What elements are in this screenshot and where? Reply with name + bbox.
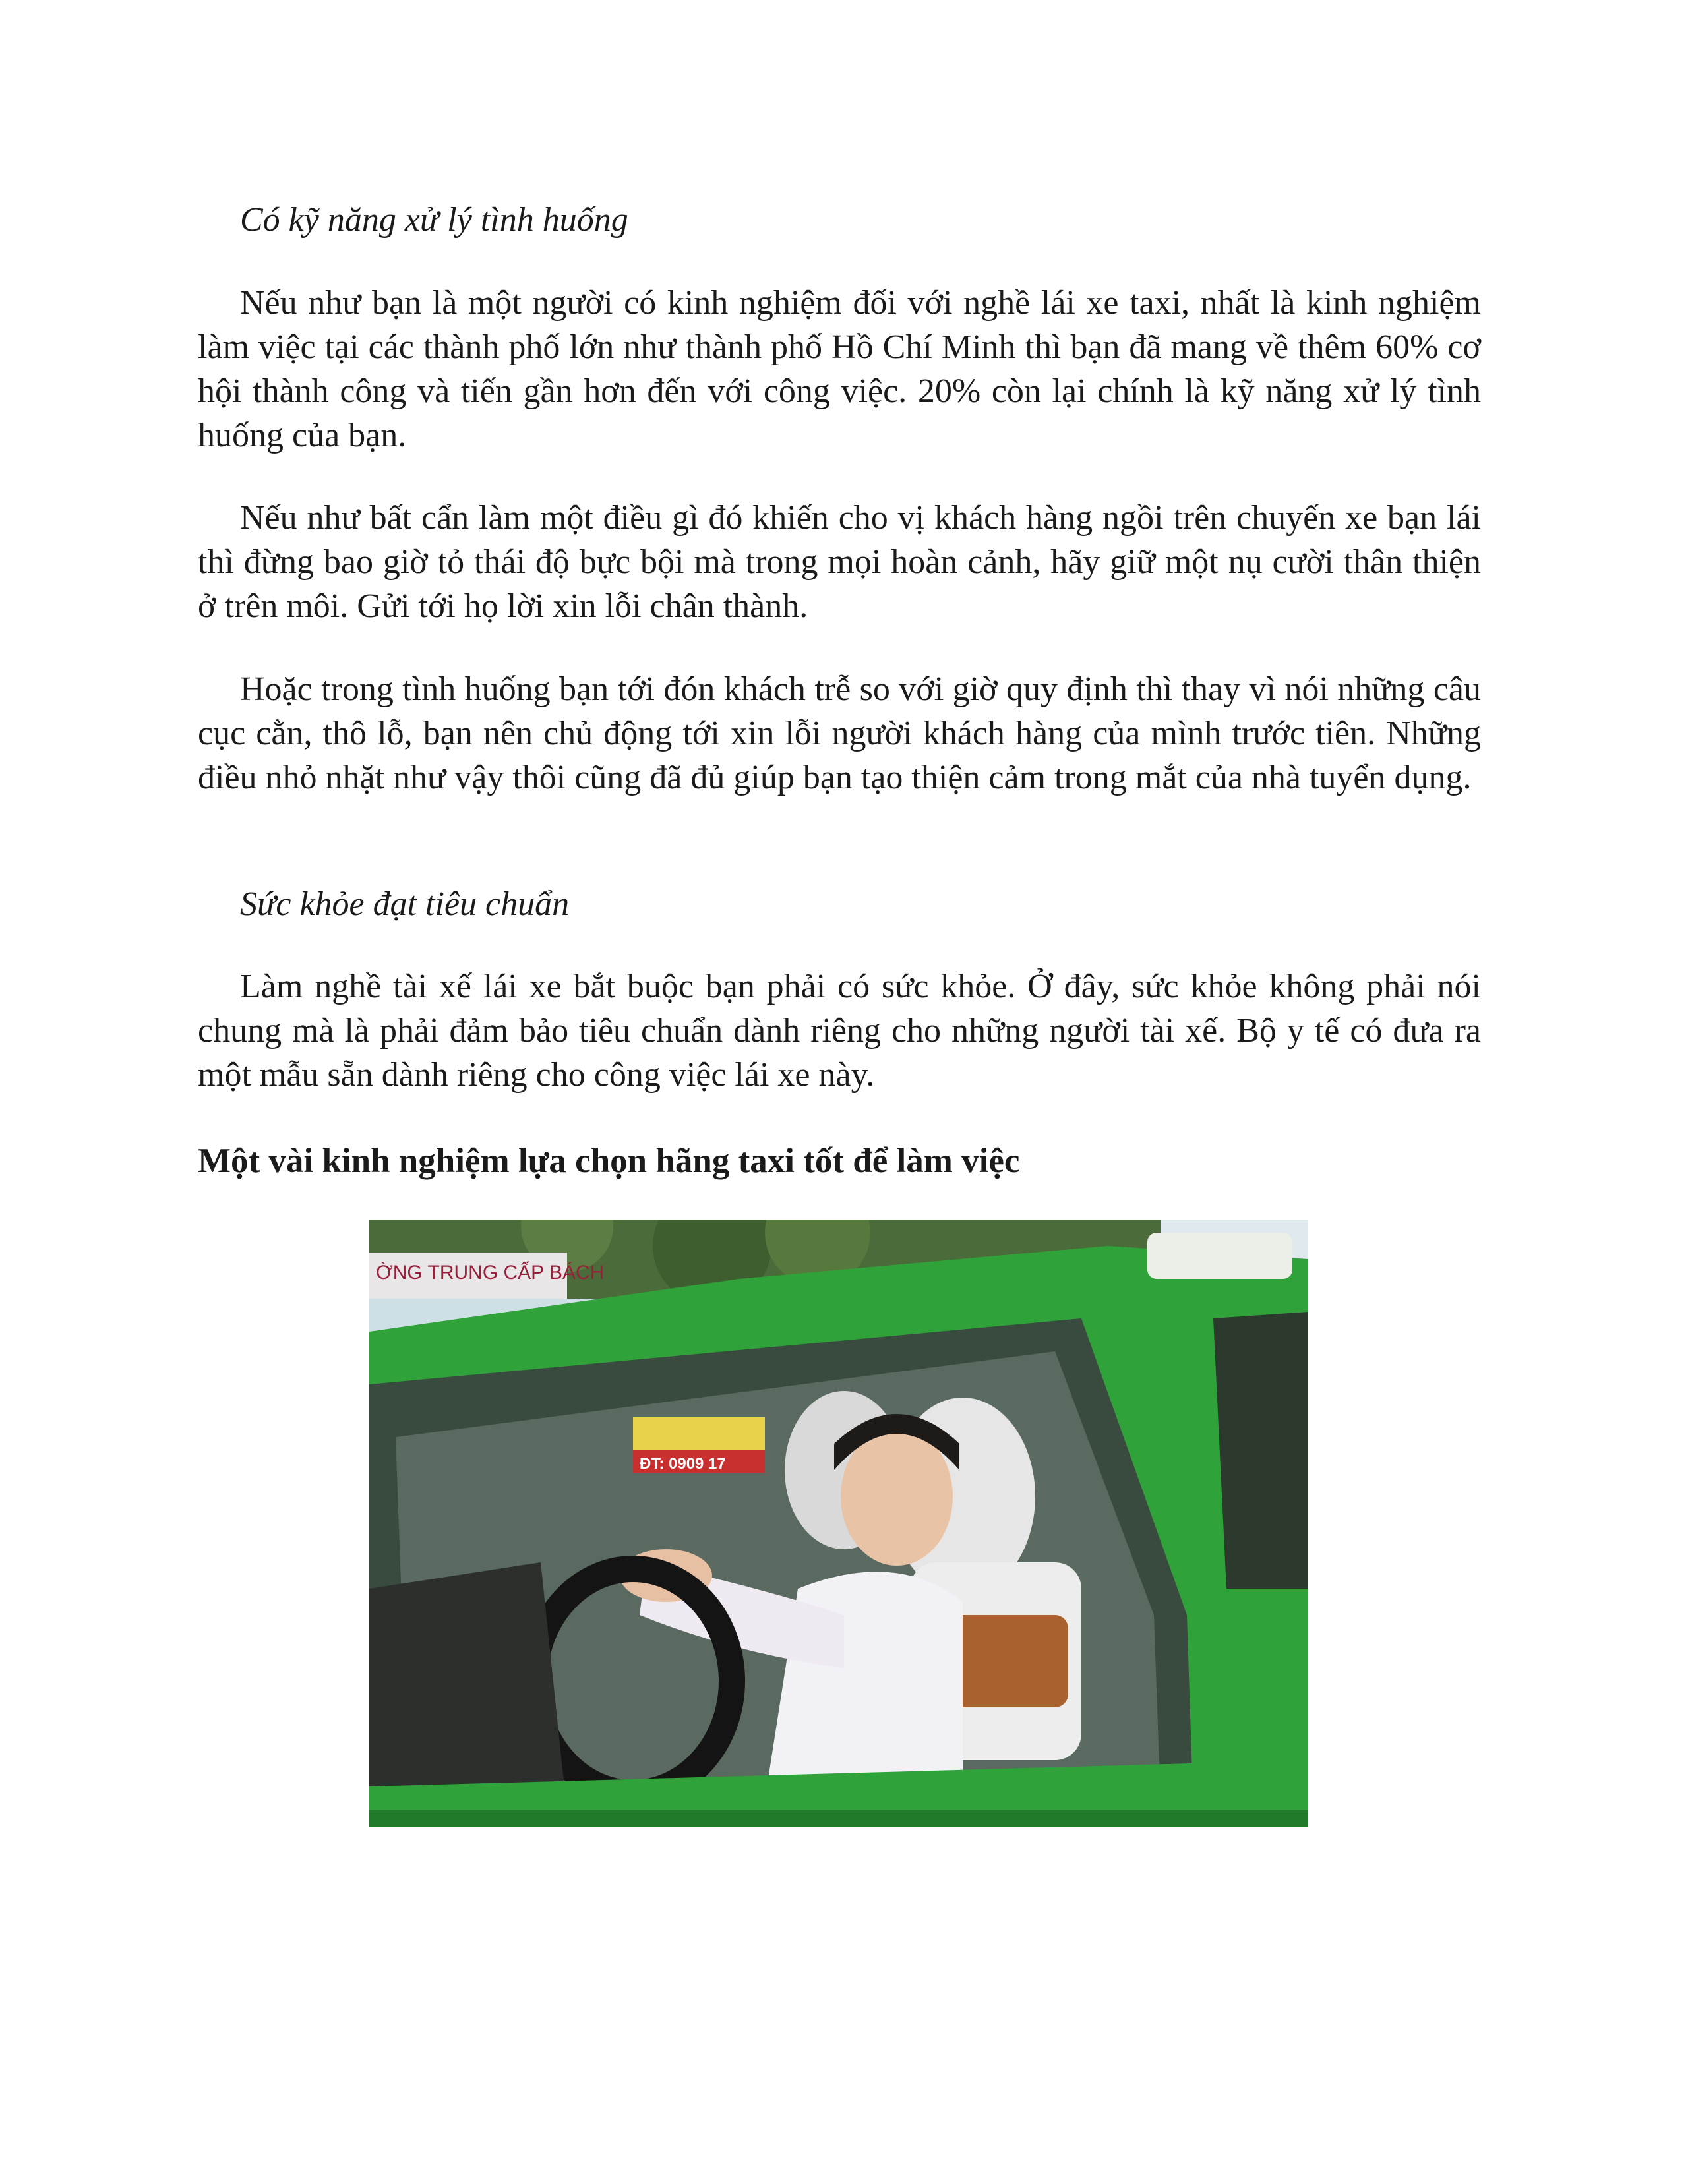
paragraph-late-pickup: Hoặc trong tình huống bạn tới đón khách trễ so với giờ quy định thì thay vì nói những câu cục cằn, thô lỗ, bạn nên chủ động tới xin lỗi người khách hàng của mình trước tiên. Những điều nhỏ nhặt như vậy thôi cũng đã đủ giúp bạn tạo thiện cảm trong mắt của nhà tuyển dụng.: [198, 670, 1481, 796]
billboard-phone-text: ĐT: 0909 17: [640, 1455, 726, 1473]
taxi-driver-illustration: [369, 1220, 1308, 1827]
paragraph-experience: Nếu như bạn là một người có kinh nghiệm đối với nghề lái xe taxi, nhất là kinh nghiệm làm việc tại các thành phố lớn như thành phố Hồ Chí Minh thì bạn đã mang về thêm 60% cơ hội thành công và tiến gần hơn đến với công việc. 20% còn lại chính là kỹ năng xử lý tình huống của bạn.: [198, 284, 1481, 454]
subheading-situation-skills: Có kỹ năng xử lý tình huống: [240, 201, 628, 239]
paragraph-attitude: Nếu như bất cẩn làm một điều gì đó khiến cho vị khách hàng ngồi trên chuyến xe bạn lái thì đừng bao giờ tỏ thái độ bực bội mà trong mọi hoàn cảnh, hãy giữ một nụ cười thân thiện ở trên môi. Gửi tới họ lời xin lỗi chân thành.: [198, 499, 1481, 625]
section-heading-taxi-company: Một vài kinh nghiệm lựa chọn hãng taxi tốt để làm việc: [198, 1142, 1020, 1180]
school-sign-text: ỜNG TRUNG CẤP BÁCH: [376, 1262, 605, 1284]
paragraph-health: Làm nghề tài xế lái xe bắt buộc bạn phải có sức khỏe. Ở đây, sức khỏe không phải nói chung mà là phải đảm bảo tiêu chuẩn dành riêng cho những người tài xế. Bộ y tế có đưa ra một mẫu sẵn dành riêng cho công việc lái xe này.: [198, 968, 1481, 1094]
taxi-driver-photo: [369, 1220, 1308, 1827]
subheading-health: Sức khỏe đạt tiêu chuẩn: [240, 885, 570, 923]
